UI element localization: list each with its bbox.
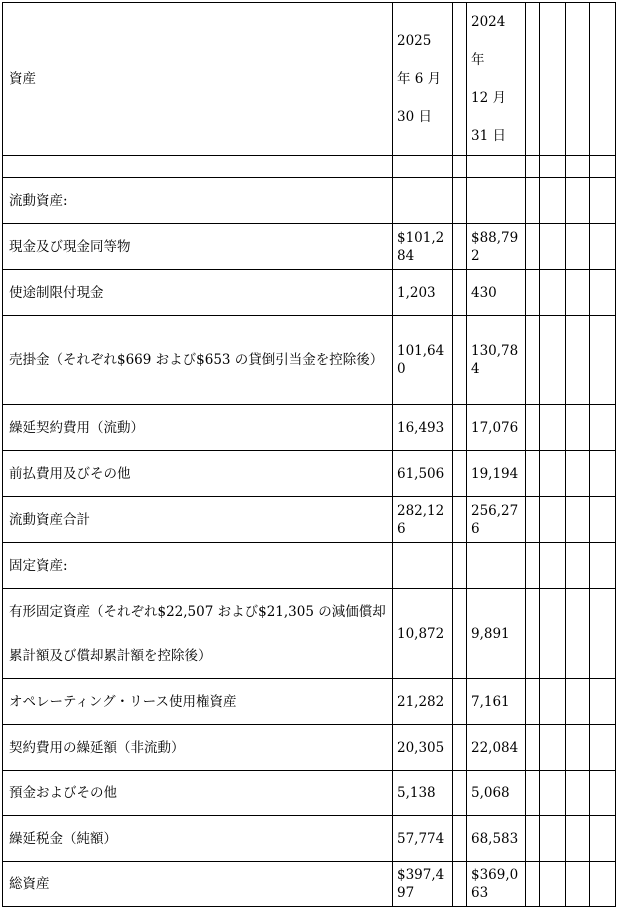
empty-cell [590,156,616,178]
table-row [3,451,616,497]
empty-cell [590,543,616,589]
header-period-2025 [393,3,453,156]
value-2024: $369,063 [467,862,526,907]
value-2024: 17,076 [467,405,526,451]
value-2024: 68,583 [467,816,526,862]
value-2024: 430 [467,270,526,316]
spacer-cell [453,497,467,543]
empty-cell [590,451,616,497]
spacer-cell [526,679,540,725]
spacer-cell [526,862,540,907]
spacer-cell [453,270,467,316]
empty-cell [566,3,590,156]
header-row [3,3,616,156]
value-2024: 5,068 [467,771,526,816]
empty-cell [590,497,616,543]
header-2024-line: 31 日 [471,128,506,144]
empty-cell [540,543,566,589]
value-2024: 130,784 [467,316,526,405]
table-row [3,725,616,771]
spacer-cell [453,156,467,178]
row-label: 預金およびその他 [3,771,393,816]
row-label: 流動資産合計 [3,497,393,543]
balance-sheet-table [2,2,616,907]
spacer-cell [453,589,467,679]
row-label: オペレーティング・リース使用権資産 [3,679,393,725]
empty-cell [540,589,566,679]
table-row [3,178,616,224]
value-2024: 7,161 [467,679,526,725]
spacer-cell [453,679,467,725]
empty-cell [590,224,616,270]
header-2025-line: 30 日 [397,109,432,125]
empty-cell [590,270,616,316]
spacer-cell [453,316,467,405]
row-label: 流動資産: [3,178,393,224]
table-row [3,543,616,589]
empty-cell [566,497,590,543]
row-label: 総資産 [3,862,393,907]
empty-cell [566,862,590,907]
value-2025: 5,138 [393,771,453,816]
empty-cell [566,451,590,497]
spacer-cell [526,224,540,270]
row-label: 現金及び現金同等物 [3,224,393,270]
header-label: 資産 [3,3,393,156]
empty-cell [540,270,566,316]
row-label [3,589,393,679]
empty-cell [566,224,590,270]
empty-cell [590,316,616,405]
value-2025: 101,640 [393,316,453,405]
empty-cell [566,725,590,771]
empty-cell [540,405,566,451]
spacer-cell [453,178,467,224]
table-row [3,589,616,679]
spacer-cell [526,316,540,405]
spacer-cell [526,405,540,451]
empty-cell [540,316,566,405]
empty-cell [566,679,590,725]
row-label-text: 有形固定資産（それぞれ$22,507 および$21,305 の減価償却累計額及び償却累計額を控除後） [9,603,386,664]
spacer-cell [453,771,467,816]
value-2025: 1,203 [393,270,453,316]
value-2025: 21,282 [393,679,453,725]
spacer-cell [526,451,540,497]
table-row [3,224,616,270]
spacer-cell [453,405,467,451]
value-2024: 22,084 [467,725,526,771]
value-2024: 256,276 [467,497,526,543]
empty-cell [566,178,590,224]
spacer-cell [453,3,467,156]
empty-cell [590,862,616,907]
empty-cell [566,156,590,178]
table-row [3,862,616,907]
empty-cell [590,725,616,771]
empty-cell [566,816,590,862]
empty-cell [540,679,566,725]
spacer-cell [526,816,540,862]
value-2024 [467,156,526,178]
value-2025: 10,872 [393,589,453,679]
value-2025 [393,178,453,224]
row-label-text: 売掛金（それぞれ$669 および$653 の貸倒引当金を控除後） [9,352,384,368]
empty-cell [540,497,566,543]
table-row [3,270,616,316]
value-2025: 20,305 [393,725,453,771]
header-2024-line: 2024 年 [471,14,506,68]
table-row [3,679,616,725]
empty-cell [540,178,566,224]
empty-cell [590,178,616,224]
row-label: 契約費用の繰延額（非流動） [3,725,393,771]
empty-cell [540,862,566,907]
spacer-cell [453,224,467,270]
value-2025: $397,497 [393,862,453,907]
empty-cell [566,316,590,405]
row-label [3,316,393,405]
table-row [3,156,616,178]
empty-cell [590,3,616,156]
value-2024 [467,543,526,589]
spacer-cell [526,725,540,771]
table-row [3,816,616,862]
spacer-cell [526,178,540,224]
spacer-cell [526,589,540,679]
header-period-2024 [467,3,526,156]
value-2025: 57,774 [393,816,453,862]
header-2025-line: 年 6 月 [397,71,442,87]
spacer-cell [453,862,467,907]
value-2025 [393,156,453,178]
spacer-cell [526,156,540,178]
table-row [3,405,616,451]
empty-cell [540,725,566,771]
value-2024: 19,194 [467,451,526,497]
empty-cell [566,771,590,816]
value-2024: 9,891 [467,589,526,679]
empty-cell [540,3,566,156]
row-label: 繰延税金（純額） [3,816,393,862]
table-row [3,316,616,405]
empty-cell [540,156,566,178]
spacer-cell [526,771,540,816]
value-2024 [467,178,526,224]
empty-cell [566,270,590,316]
empty-cell [566,589,590,679]
empty-cell [540,224,566,270]
table-row [3,771,616,816]
empty-cell [590,679,616,725]
table-row [3,497,616,543]
row-label [3,156,393,178]
row-label: 繰延契約費用（流動） [3,405,393,451]
value-2025 [393,543,453,589]
row-label: 使途制限付現金 [3,270,393,316]
spacer-cell [526,543,540,589]
empty-cell [540,816,566,862]
empty-cell [590,405,616,451]
spacer-cell [453,543,467,589]
empty-cell [540,771,566,816]
header-2025-line: 2025 [397,33,432,49]
empty-cell [566,543,590,589]
spacer-cell [453,816,467,862]
row-label: 固定資産: [3,543,393,589]
value-2024: $88,792 [467,224,526,270]
spacer-cell [526,497,540,543]
empty-cell [590,816,616,862]
spacer-cell [453,451,467,497]
value-2025: 282,126 [393,497,453,543]
spacer-cell [526,3,540,156]
value-2025: 16,493 [393,405,453,451]
spacer-cell [453,725,467,771]
row-label: 前払費用及びその他 [3,451,393,497]
value-2025: $101,284 [393,224,453,270]
value-2025: 61,506 [393,451,453,497]
header-2024-line: 12 月 [471,90,506,106]
spacer-cell [526,270,540,316]
empty-cell [540,451,566,497]
empty-cell [590,771,616,816]
empty-cell [590,589,616,679]
empty-cell [566,405,590,451]
